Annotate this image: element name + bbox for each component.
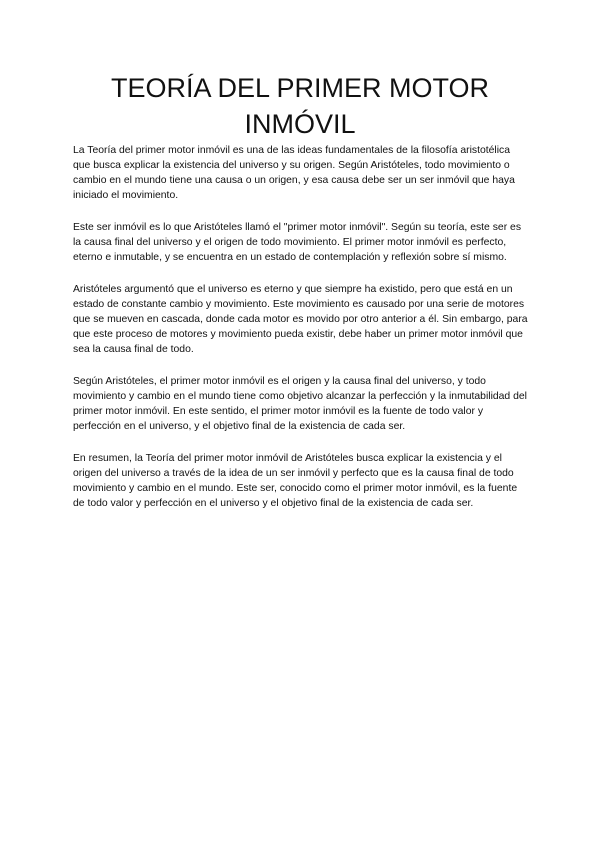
document-title: TEORÍA DEL PRIMER MOTOR INMÓVIL — [110, 73, 490, 139]
paragraph-4: Según Aristóteles, el primer motor inmóvil es el origen y la causa final del universo, y todo movimiento y cambio en el mundo tiene como objetivo alcanzar la perfección y la inmutabilidad del primer motor inmóvil. En este sentido, el primer motor inmóvil es la fuente de todo valor y perfección en el universo, y el objetivo final de la existencia de cada ser. — [73, 376, 527, 432]
paragraph-3: Aristóteles argumentó que el universo es eterno y que siempre ha existido, pero que está en un estado de constante cambio y movimiento. Este movimiento es causado por una serie de motores que se mueven en cascada, donde cada motor es movido por otro anterior a él. Sin embargo, para que este proceso de motores y movimiento pueda existir, debe haber un primer motor inmóvil que sea la causa final de todo. — [73, 284, 528, 355]
paragraph-2: Este ser inmóvil es lo que Aristóteles llamó el "primer motor inmóvil". Según su teoría, este ser es la causa final del universo y el origen de todo movimiento. El primer motor inmóvil es perfecto, eterno e inmutable, y se encuentra en un estado de contemplación y reflexión sobre sí mismo. — [73, 222, 522, 263]
paragraph-1: La Teoría del primer motor inmóvil es una de las ideas fundamentales de la filosofía aristotélica que busca explicar la existencia del universo y su origen. Según Aristóteles, todo movimiento o cambio en el mundo tiene una causa o un origen, y esa causa debe ser un ser inmóvil que haya iniciado el movimiento. — [73, 145, 515, 201]
document-body — [73, 143, 528, 528]
paragraph-5: En resumen, la Teoría del primer motor inmóvil de Aristóteles busca explicar la existencia y el origen del universo a través de la idea de un ser inmóvil y perfecto que es la causa final de todo movimiento y cambio en el mundo. Este ser, conocido como el primer motor inmóvil, es la fuente de todo valor y perfección en el universo y el objetivo final de la existencia de cada ser. — [73, 453, 518, 509]
